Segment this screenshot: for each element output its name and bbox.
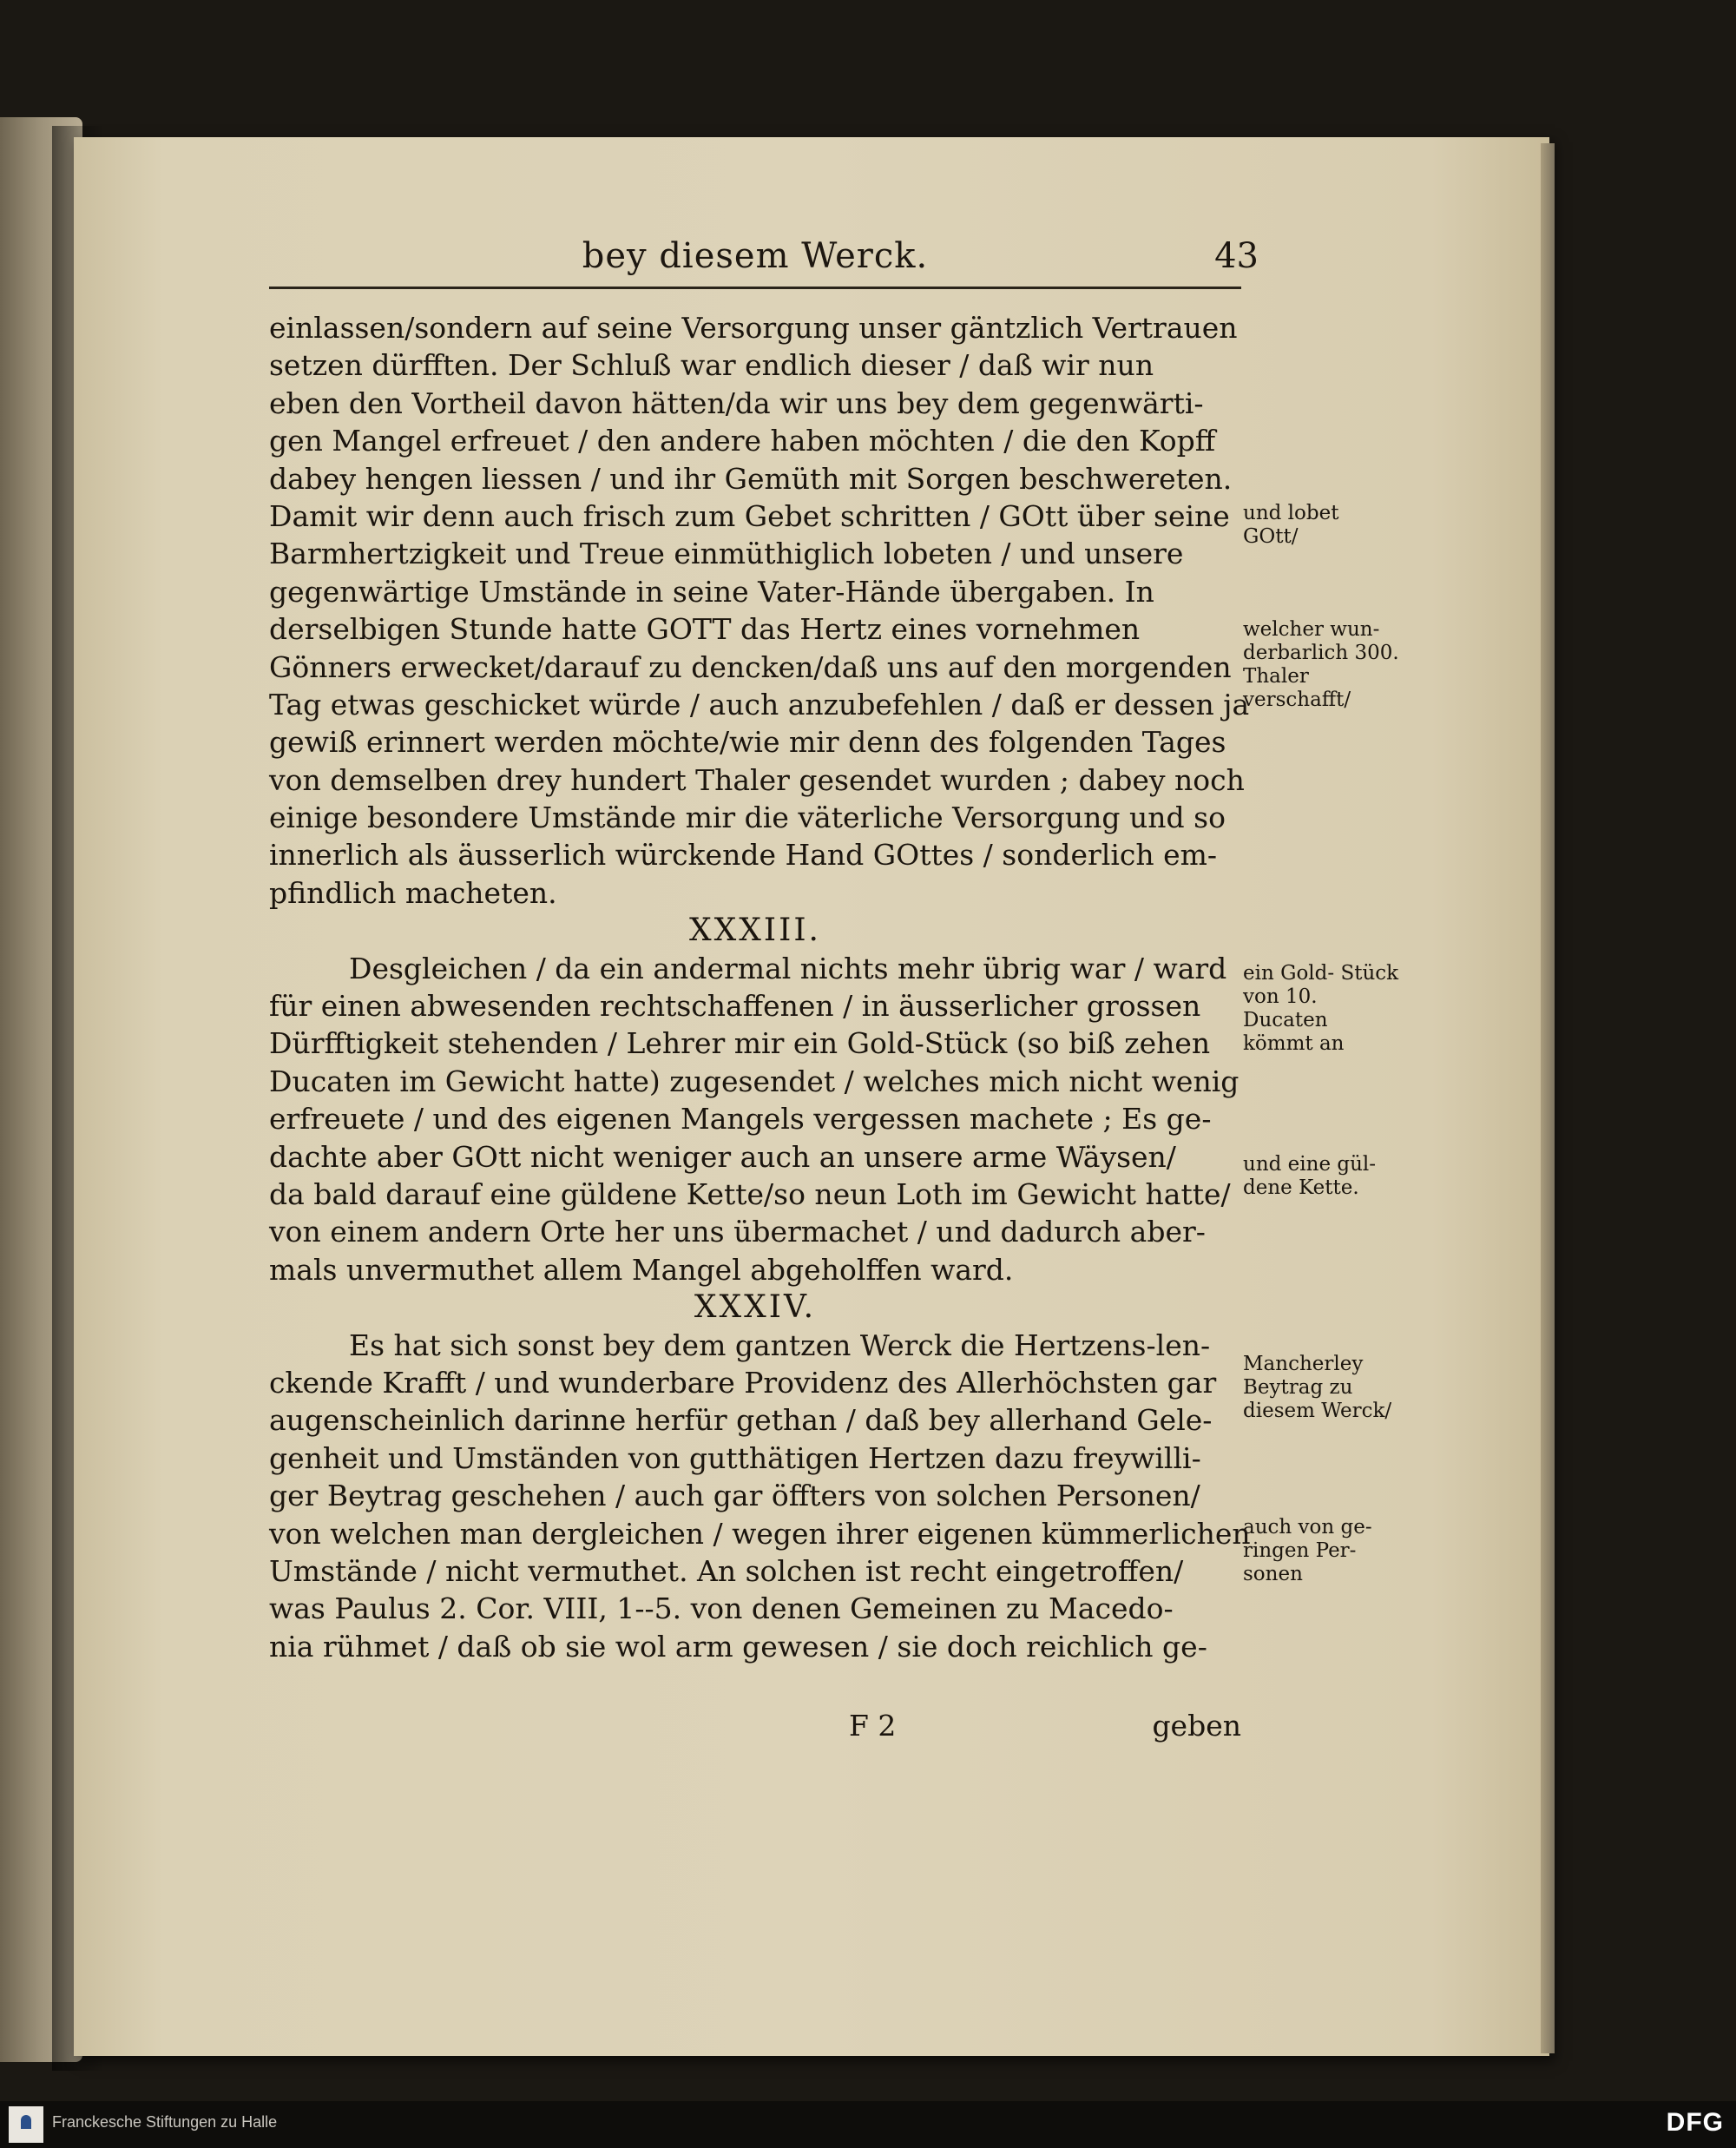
- text-line: Umstände / nicht vermuthet. An solchen ist recht eingetroffen/: [269, 1553, 1184, 1588]
- margin-note-lobet: und lobet GOtt/: [1243, 502, 1339, 548]
- signature-mark: F 2: [849, 1709, 897, 1743]
- text-line: nia rühmet / daß ob sie wol arm gewesen / sie doch reichlich ge-: [269, 1629, 1207, 1664]
- margin-note-kette: und eine gül- dene Kette.: [1243, 1153, 1377, 1199]
- text-line: augenscheinlich darinne herfür gethan / daß bey allerhand Gele-: [269, 1403, 1213, 1438]
- text-line: für einen abwesenden rechtschaffenen / in äusserlicher grossen: [269, 989, 1201, 1024]
- running-head: bey diesem Werck.: [582, 236, 929, 276]
- text-line: von einem andern Orte her uns übermachet / und dadurch aber-: [269, 1215, 1206, 1249]
- institution-logo-icon: [9, 2106, 43, 2143]
- text-line: Desgleichen / da ein andermal nichts mehr übrig war / ward: [349, 951, 1227, 985]
- text-line: mals unvermuthet allem Mangel abgeholffen ward.: [269, 1252, 1014, 1287]
- margin-note-beytrag: Mancherley Beytrag zu diesem Werck/: [1243, 1353, 1392, 1422]
- text-line: Barmhertzigkeit und Treue einmüthiglich lobeten / und unsere: [269, 537, 1184, 571]
- text-line: da bald darauf eine güldene Kette/so neun Loth im Gewicht hatte/: [269, 1176, 1231, 1211]
- text-line: derselbigen Stunde hatte GOTT das Hertz eines vornehmen: [269, 612, 1141, 647]
- header-rule: [269, 287, 1241, 289]
- section-heading-xxxiv: XXXIV.: [694, 1289, 817, 1326]
- text-line: innerlich als äusserlich würckende Hand GOttes / sonderlich em-: [269, 838, 1218, 873]
- catchword: geben: [1152, 1709, 1241, 1743]
- page-signature-row: [269, 1709, 1241, 1747]
- text-line: dachte aber GOtt nicht weniger auch an unsere arme Wäysen/: [269, 1139, 1176, 1174]
- text-line: setzen dürfften. Der Schluß war endlich dieser / daß wir nun: [269, 348, 1154, 383]
- text-line: Damit wir denn auch frisch zum Gebet schritten / GOtt über seine: [269, 498, 1230, 533]
- page-header: [269, 236, 1259, 297]
- text-line: von demselben drey hundert Thaler gesendet wurden ; dabey noch: [269, 762, 1245, 797]
- text-line: was Paulus 2. Cor. VIII, 1--5. von denen Gemeinen zu Macedo-: [269, 1591, 1174, 1626]
- text-line: erfreuete / und des eigenen Mangels vergessen machete ; Es ge-: [269, 1102, 1212, 1137]
- viewer-footer: [0, 2101, 1736, 2148]
- text-line: einlassen/sondern auf seine Versorgung unser gäntzlich Vertrauen: [269, 311, 1238, 345]
- margin-note-thaler: welcher wun- derbarlich 300. Thaler verschafft/: [1243, 618, 1399, 711]
- text-line: Tag etwas geschicket würde / auch anzubefehlen / daß er dessen ja: [269, 687, 1250, 721]
- text-line: ger Beytrag geschehen / auch gar öffters von solchen Personen/: [269, 1479, 1200, 1513]
- page-number: 43: [1214, 236, 1259, 276]
- text-line: Gönners erwecket/darauf zu dencken/daß uns auf den morgenden: [269, 649, 1232, 684]
- dfg-logo: DFG: [1666, 2108, 1724, 2137]
- institution-name: Franckesche Stiftungen zu Halle: [52, 2113, 278, 2131]
- text-line: gewiß erinnert werden möchte/wie mir denn des folgenden Tages: [269, 725, 1226, 760]
- text-line: ckende Krafft / und wunderbare Providenz des Allerhöchsten gar: [269, 1365, 1217, 1400]
- text-line: eben den Vortheil davon hätten/da wir uns bey dem gegenwärti-: [269, 385, 1204, 420]
- body-text: [269, 309, 1251, 1665]
- text-line: Ducaten im Gewicht hatte) zugesendet / welches mich nicht wenig: [269, 1064, 1240, 1098]
- margin-note-gold-stueck: ein Gold- Stück von 10. Ducaten kömmt an: [1243, 962, 1399, 1055]
- text-line: von welchen man dergleichen / wegen ihrer eigenen kümmerlichen: [269, 1516, 1251, 1551]
- margin-note-personen: auch von ge- ringen Per- sonen: [1243, 1516, 1372, 1585]
- text-line: Es hat sich sonst bey dem gantzen Werck die Hertzens-len-: [349, 1328, 1211, 1362]
- page-stack-edge: [1541, 143, 1555, 2053]
- text-line: dabey hengen liessen / und ihr Gemüth mit Sorgen beschwereten.: [269, 461, 1233, 496]
- text-line: gen Mangel erfreuet / den andere haben möchten / die den Kopff: [269, 424, 1216, 458]
- section-heading-xxxiii: XXXIII.: [689, 913, 821, 949]
- text-line: genheit und Umständen von gutthätigen Hertzen dazu freywilli-: [269, 1440, 1201, 1475]
- text-line: Dürfftigkeit stehenden / Lehrer mir ein Gold-Stück (so biß zehen: [269, 1026, 1211, 1061]
- text-line: einige besondere Umstände mir die väterliche Versorgung und so: [269, 801, 1226, 835]
- text-line: gegenwärtige Umstände in seine Vater-Hände übergaben. In: [269, 574, 1154, 609]
- text-line: pfindlich macheten.: [269, 875, 557, 910]
